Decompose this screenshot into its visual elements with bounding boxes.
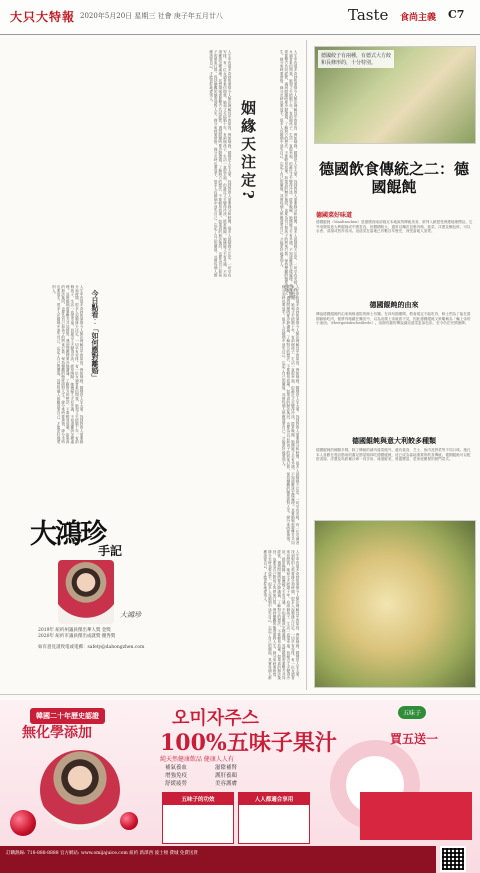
- ad-benefit: 美容護膚: [215, 781, 238, 787]
- column-divider: [306, 40, 307, 690]
- author-name: 大鴻珍: [30, 519, 105, 550]
- author-credit-1: 2019年 紐約州議員傑出華人獎 金獎: [38, 628, 111, 633]
- section-1-heading: 德國餛飩的由來: [369, 300, 419, 309]
- author-column-title: 手記: [98, 544, 123, 558]
- soup-dumpling-photo: [314, 520, 476, 688]
- author-contact: 如有意見請致電或電郵：safety@dahongzhen.com: [38, 645, 145, 650]
- ad-benefit: 舒緩疲勞: [165, 781, 188, 787]
- page-number: C7: [448, 8, 465, 21]
- ad-footer: 訂購熱線: 718-888-8888 官方網站: www.omijajuice.com 紐約 新澤西 波士頓 費城 免費送貨: [0, 846, 436, 873]
- ad-model-photo: [40, 750, 120, 830]
- advertisement: [0, 700, 480, 873]
- author-credits: [38, 628, 158, 640]
- ad-side-badge: 五味子: [398, 706, 426, 719]
- sub-headline: 今日點看︰「如何應對離婚」: [91, 290, 100, 381]
- section-name: 食尚主義: [400, 13, 437, 23]
- article-reporter: 德國菜好味道: [316, 212, 353, 219]
- author-photo: [58, 560, 114, 624]
- section-brand: Taste: [348, 6, 389, 24]
- ad-box-title: 人人都適合享用: [239, 793, 309, 805]
- section-1-body: 傳說德國餛飩的由來與修道院的修士有關。在四旬期期間，教會規定不能吃肉，修士們為了能在齋期偷偷吃肉，便將肉餡藏在麵皮中，以為這樣上帝就看不見，因此德國餛飩又被暱稱為「騙上帝的小東西」（Herrgottsbscheißerle）。這個有趣的傳說讓這道菜更添色彩，至今仍在民間流傳。: [316, 312, 471, 326]
- qr-code[interactable]: [440, 846, 466, 872]
- article-body-mid: 人生中有很多奇妙的事情令人無法理解其中的原因，例如姻緣。婚姻是人生大事，找到對的人需要緣分和時間，很多人說姻緣天注定，一切早有安排。有一位女讀者來信問我，她和丈夫結婚十年，有兩個孩子，生活一直很幸福，但最近丈夫變得冷淡，經常晚歸，她懷疑丈夫有外遇，不知道應該怎樣處理。其實婚姻需要雙方共同經營，遇到問題時要冷靜溝通，了解對方的想法，不要輕易放棄。如果真的無法挽回，也要為自己和孩子的將來打算，保持樂觀的態度面對人生。緣分來時要珍惜，緣分走時也要放手。很多人在婚姻中迷失自己，忘記了自己的價值，其實每個人都應該愛自己，才能更好地愛別人。: [282, 285, 300, 545]
- author-signature: 大鴻珍: [120, 611, 141, 619]
- article-headline: 德國飲食傳統之二：德國餛飩: [318, 160, 469, 196]
- author-credit-2: 2020年 紐約市議員傑出成就獎 優秀獎: [38, 634, 116, 639]
- section-2-body: 德國餛飩的種類多樣，除了傳統的豬肉菠菜餡外，還有素食、芝士、魚肉及野菜等不同口味。施瓦本人喜歡在復活節前的濯足節星期四吃德國餛飩，這已成為當地重要的飲食傳統。德國餛飩可以配搭清湯、洋蔥及馬鈴薯沙律一同享用，味道鮮美，營養豐富，是家庭聚餐的熱門菜式。: [316, 448, 471, 462]
- ad-benefit-list-2: [215, 764, 295, 788]
- ad-badge-natural: 無化學添加: [22, 725, 92, 741]
- photo-caption: 德國餃子有兩種，有德式大方餃和長條形的，十分特別。: [318, 50, 394, 68]
- ad-box-audience: [238, 792, 310, 844]
- ad-box-title: 五味子的功效: [163, 793, 233, 805]
- article-body-top: 人生中有很多奇妙的事情令人無法理解其中的原因，例如姻緣。婚姻是人生大事，找到對的人需要緣分和時間，很多人說姻緣天注定，一切早有安排。有一位女讀者來信問我，她和丈夫結婚十年，有兩個孩子，生活一直很幸福，但最近丈夫變得冷淡，經常晚歸，她懷疑丈夫有外遇，不知道應該怎樣處理。其實婚姻需要雙方共同經營，遇到問題時要冷靜溝通，了解對方的想法，不要輕易放棄。如果真的無法挽回，也要為自己和孩子的將來打算，保持樂觀的態度面對人生。緣分來時要珍惜，緣分走時也要放手。很多人在婚姻中迷失自己，忘記了自己的價值，其實每個人都應該愛自己，才能更好地愛別人。: [209, 50, 232, 277]
- section-2-heading: 德國餛飩與意大利餃多種類: [352, 436, 436, 445]
- ad-box-benefits: [162, 792, 234, 844]
- ad-brand-korean: 오미자주스: [172, 708, 259, 729]
- ad-benefit: 滋陰補腎: [215, 765, 238, 771]
- ad-benefit: 補氣養血: [165, 765, 188, 771]
- ad-promo: 買五送一: [390, 732, 439, 746]
- article-intro: 德國餛飩（Maultaschen）是德國西南部施瓦本地區的傳統美食，被列入歐盟受保護地理標誌。它外形類似意大利餛飩或中國雲吞，但體積較大，通常以麵皮包裹肉餡、菠菜、洋蔥及麵包碎，可以水煮、清湯或煎炸食用。這道菜在當地已有數百年歷史，深受當地人喜愛。: [316, 220, 473, 234]
- column-headline: 姻緣天注定?: [239, 100, 257, 202]
- ad-tagline: 純天然健康飲品 健康人人有: [160, 756, 234, 763]
- berry-graphic: [10, 810, 36, 836]
- ad-badge-history: 韓國二十年歷史認證: [30, 708, 105, 724]
- ad-product-name: 100%五味子果汁: [160, 730, 337, 756]
- berry-graphic: [120, 812, 138, 830]
- issue-date: 2020年5月20日 星期三 社會 庚子年五月廿八: [80, 12, 223, 20]
- article-body-right: 人生中有很多奇妙的事情令人無法理解其中的原因，例如姻緣。婚姻是人生大事，找到對的人需要緣分和時間，很多人說姻緣天注定，一切早有安排。有一位女讀者來信問我，她和丈夫結婚十年，有兩個孩子，生活一直很幸福，但最近丈夫變得冷淡，經常晚歸，她懷疑丈夫有外遇，不知道應該怎樣處理。其實婚姻需要雙方共同經營，遇到問題時要冷靜溝通，了解對方的想法，不要輕易放棄。如果真的無法挽回，也要為自己和孩子的將來打算，保持樂觀的態度面對人生。緣分來時要珍惜，緣分走時也要放手。很多人在婚姻中迷失自己，忘記了自己的價值，其實每個人都應該愛自己，才能更好地愛別人。: [280, 50, 298, 299]
- newspaper-logo: 大只大特報: [10, 10, 76, 24]
- ad-benefit: 增強免疫: [165, 773, 188, 779]
- ad-divider: [0, 694, 480, 695]
- article-body-left: 人生中有很多奇妙的事情令人無法理解其中的原因，例如姻緣。婚姻是人生大事，找到對的人需要緣分和時間，很多人說姻緣天注定，一切早有安排。有一位女讀者來信問我，她和丈夫結婚十年，有兩個孩子，生活一直很幸福，但最近丈夫變得冷淡，經常晚歸，她懷疑丈夫有外遇，不知道應該怎樣處理。其實婚姻需要雙方共同經營，遇到問題時要冷靜溝通，了解對方的想法，不要輕易放棄。如果真的無法挽回，也要為自己和孩子的將來打算，保持樂觀的態度面對人生。緣分來時要珍惜，緣分走時也要放手。很多人在婚姻中迷失自己，忘記了自己的價值，其實每個人都應該愛自己，才能更好地愛別人。: [52, 285, 84, 444]
- article-body-bottom: 人生中有很多奇妙的事情令人無法理解其中的原因，例如姻緣。婚姻是人生大事，找到對的人需要緣分和時間，很多人說姻緣天注定，一切早有安排。有一位女讀者來信問我，她和丈夫結婚十年，有兩個孩子，生活一直很幸福，但最近丈夫變得冷淡，經常晚歸，她懷疑丈夫有外遇，不知道應該怎樣處理。其實婚姻需要雙方共同經營，遇到問題時要冷靜溝通，了解對方的想法，不要輕易放棄。如果真的無法挽回，也要為自己和孩子的將來打算，保持樂觀的態度面對人生。緣分來時要珍惜，緣分走時也要放手。很多人在婚姻中迷失自己，忘記了自己的價值，其實每個人都應該愛自己，才能更好地愛別人。: [263, 550, 300, 680]
- ad-info-panel: [360, 792, 472, 840]
- ad-benefit: 護肝養顏: [215, 773, 238, 779]
